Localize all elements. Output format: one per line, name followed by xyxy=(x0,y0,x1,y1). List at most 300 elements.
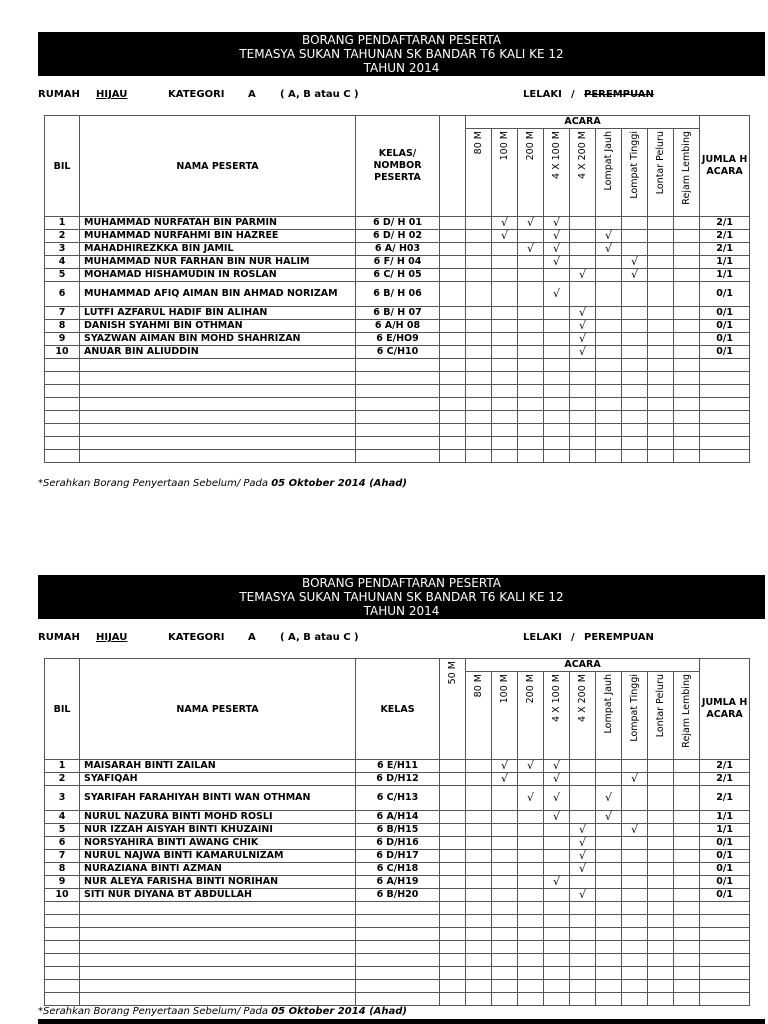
empty-cell xyxy=(648,385,674,398)
empty-cell xyxy=(596,385,622,398)
bil-cell: 2 xyxy=(45,230,80,243)
empty-event-cell xyxy=(518,889,544,902)
empty-cell xyxy=(80,372,356,385)
empty-cell xyxy=(648,450,674,463)
empty-event-cell xyxy=(466,320,492,333)
empty-event-cell xyxy=(674,863,700,876)
check-mark-cell: √ xyxy=(570,320,596,333)
empty-event-cell xyxy=(648,256,674,269)
empty-cell xyxy=(648,411,674,424)
nama-cell: NORSYAHIRA BINTI AWANG CHIK xyxy=(80,837,356,850)
event-label: Rejam Lembing xyxy=(681,131,693,205)
empty-cell xyxy=(700,424,750,437)
nama-cell: SYAFIQAH xyxy=(80,773,356,786)
kelas-cell: 6 C/ H 05 xyxy=(356,269,440,282)
empty-cell xyxy=(45,359,80,372)
empty-cell xyxy=(596,980,622,993)
empty-event-cell xyxy=(440,217,466,230)
empty-cell xyxy=(80,411,356,424)
empty-event-cell xyxy=(518,333,544,346)
event-label: Lompat Jauh xyxy=(603,674,614,734)
empty-event-cell xyxy=(466,850,492,863)
event-label: Lontar Peluru xyxy=(655,674,666,738)
empty-cell xyxy=(596,941,622,954)
empty-cell xyxy=(45,398,80,411)
check-mark-cell: √ xyxy=(544,256,570,269)
empty-table-row xyxy=(45,424,750,437)
empty-event-cell xyxy=(492,243,518,256)
empty-cell xyxy=(518,424,544,437)
empty-event-cell xyxy=(466,269,492,282)
empty-cell xyxy=(518,437,544,450)
empty-cell xyxy=(596,954,622,967)
empty-cell xyxy=(570,359,596,372)
table-row xyxy=(45,773,750,786)
kelas-cell: 6 F/ H 04 xyxy=(356,256,440,269)
empty-event-cell xyxy=(648,786,674,811)
empty-cell xyxy=(596,902,622,915)
empty-event-cell xyxy=(466,256,492,269)
empty-event-cell xyxy=(570,243,596,256)
check-mark-cell: √ xyxy=(570,333,596,346)
empty-event-cell xyxy=(440,837,466,850)
empty-cell xyxy=(700,437,750,450)
empty-cell xyxy=(622,398,648,411)
empty-event-cell xyxy=(570,256,596,269)
bil-cell: 10 xyxy=(45,346,80,359)
empty-event-cell xyxy=(596,269,622,282)
empty-cell xyxy=(80,450,356,463)
empty-event-cell xyxy=(518,269,544,282)
event-header-lompat-tinggi xyxy=(622,129,648,217)
empty-cell xyxy=(518,398,544,411)
jumlah-cell: 2/1 xyxy=(700,230,750,243)
empty-cell xyxy=(45,941,80,954)
jumlah-header xyxy=(700,659,750,760)
bil-cell: 8 xyxy=(45,863,80,876)
empty-event-cell xyxy=(518,811,544,824)
empty-event-cell xyxy=(622,307,648,320)
empty-event-cell xyxy=(570,876,596,889)
nama-cell: MUHAMMAD NUR FARHAN BIN NUR HALIM xyxy=(80,256,356,269)
table-row xyxy=(45,230,750,243)
event-label: 50 M xyxy=(447,661,458,685)
empty-cell xyxy=(492,993,518,1006)
empty-cell xyxy=(622,941,648,954)
empty-cell xyxy=(80,902,356,915)
form-2-subtitle: TEMASYA SUKAN TAHUNAN SK BANDAR T6 KALI KE 12 xyxy=(239,590,564,604)
empty-cell xyxy=(544,993,570,1006)
jumlah-cell: 0/1 xyxy=(700,346,750,359)
event-header-lompat-jauh xyxy=(596,672,622,760)
empty-cell xyxy=(440,424,466,437)
kelas-cell: 6 D/ H 01 xyxy=(356,217,440,230)
empty-event-cell xyxy=(622,863,648,876)
check-mark-cell: √ xyxy=(518,786,544,811)
empty-event-cell xyxy=(622,217,648,230)
empty-event-cell xyxy=(466,863,492,876)
empty-cell xyxy=(622,902,648,915)
check-mark-cell: √ xyxy=(518,217,544,230)
form-1-year: TAHUN 2014 xyxy=(363,61,440,75)
check-mark-cell: √ xyxy=(492,217,518,230)
empty-event-cell xyxy=(596,346,622,359)
empty-cell xyxy=(440,437,466,450)
kelas-cell: 6 A/ H03 xyxy=(356,243,440,256)
empty-event-cell xyxy=(518,773,544,786)
empty-cell xyxy=(80,437,356,450)
table-row xyxy=(45,282,750,307)
empty-event-cell xyxy=(674,850,700,863)
empty-event-cell xyxy=(466,811,492,824)
check-mark-cell: √ xyxy=(622,256,648,269)
empty-event-cell xyxy=(596,320,622,333)
empty-cell xyxy=(700,411,750,424)
event-label: Lontar Peluru xyxy=(655,131,666,195)
kategori-hint: ( A, B atau C ) xyxy=(280,89,359,100)
empty-event-cell xyxy=(518,850,544,863)
empty-cell xyxy=(544,411,570,424)
empty-cell xyxy=(674,967,700,980)
empty-event-cell xyxy=(466,333,492,346)
note-text: *Serahkan Borang Penyertaan Sebelum/ Pada xyxy=(38,1006,269,1017)
bil-cell: 3 xyxy=(45,243,80,256)
empty-cell xyxy=(492,372,518,385)
empty-cell xyxy=(596,915,622,928)
empty-event-cell xyxy=(518,837,544,850)
empty-event-cell xyxy=(648,889,674,902)
kategori-label: KATEGORI xyxy=(168,89,225,100)
empty-cell xyxy=(80,398,356,411)
empty-event-cell xyxy=(622,760,648,773)
kelas-cell: 6 B/H20 xyxy=(356,889,440,902)
check-mark-cell: √ xyxy=(544,773,570,786)
empty-cell xyxy=(674,450,700,463)
empty-event-cell xyxy=(492,863,518,876)
empty-cell xyxy=(674,902,700,915)
empty-event-cell xyxy=(570,786,596,811)
empty-cell xyxy=(596,411,622,424)
empty-cell xyxy=(622,915,648,928)
check-mark-cell: √ xyxy=(492,773,518,786)
nama-header: NAMA PESERTA xyxy=(80,116,356,217)
jumlah-header-text: JUMLA H ACARA xyxy=(701,154,748,177)
empty-event-cell xyxy=(440,760,466,773)
check-mark-cell: √ xyxy=(492,760,518,773)
event-label: 100 M xyxy=(499,674,510,704)
jumlah-cell: 0/1 xyxy=(700,282,750,307)
empty-cell xyxy=(45,424,80,437)
empty-event-cell xyxy=(440,333,466,346)
empty-cell xyxy=(700,928,750,941)
event-label: 4 X 200 M xyxy=(577,674,588,722)
empty-event-cell xyxy=(466,217,492,230)
table-row xyxy=(45,850,750,863)
empty-cell xyxy=(466,385,492,398)
check-mark-cell: √ xyxy=(570,269,596,282)
kelas-cell: 6 E/HO9 xyxy=(356,333,440,346)
empty-cell xyxy=(544,450,570,463)
empty-event-cell xyxy=(648,876,674,889)
empty-event-cell xyxy=(674,243,700,256)
empty-cell xyxy=(80,954,356,967)
event-header-rejam-lembing xyxy=(674,672,700,760)
empty-event-cell xyxy=(518,307,544,320)
empty-event-cell xyxy=(674,282,700,307)
empty-cell xyxy=(544,967,570,980)
table-row xyxy=(45,243,750,256)
empty-table-row xyxy=(45,437,750,450)
check-mark-cell: √ xyxy=(570,346,596,359)
empty-cell xyxy=(80,424,356,437)
empty-event-cell xyxy=(622,282,648,307)
nama-cell: NURUL NAZURA BINTI MOHD ROSLI xyxy=(80,811,356,824)
empty-cell xyxy=(80,915,356,928)
empty-cell xyxy=(674,437,700,450)
empty-cell xyxy=(596,993,622,1006)
nama-cell: MUHAMMAD AFIQ AIMAN BIN AHMAD NORIZAM xyxy=(80,282,356,307)
form-2-title: BORANG PENDAFTARAN PESERTA xyxy=(302,576,501,590)
form-1-table-body xyxy=(45,217,750,463)
empty-table-row xyxy=(45,372,750,385)
empty-cell xyxy=(596,424,622,437)
empty-event-cell xyxy=(674,811,700,824)
empty-event-cell xyxy=(544,824,570,837)
empty-event-cell xyxy=(518,256,544,269)
empty-cell xyxy=(356,398,440,411)
empty-cell xyxy=(492,967,518,980)
nama-cell: NURUL NAJWA BINTI KAMARULNIZAM xyxy=(80,850,356,863)
bil-cell: 9 xyxy=(45,876,80,889)
empty-event-cell xyxy=(466,773,492,786)
empty-event-cell xyxy=(570,760,596,773)
kelas-header xyxy=(356,116,440,217)
gender-separator: / xyxy=(571,89,575,100)
empty-cell xyxy=(466,928,492,941)
empty-event-cell xyxy=(544,269,570,282)
empty-cell xyxy=(596,398,622,411)
empty-cell xyxy=(622,385,648,398)
empty-event-cell xyxy=(492,837,518,850)
kategori-label: KATEGORI xyxy=(168,632,225,643)
empty-event-cell xyxy=(492,346,518,359)
empty-event-cell xyxy=(674,786,700,811)
empty-event-cell xyxy=(622,320,648,333)
empty-event-cell xyxy=(544,889,570,902)
kategori-value: A xyxy=(248,632,256,643)
bil-header: BIL xyxy=(45,659,80,760)
jumlah-cell: 0/1 xyxy=(700,320,750,333)
empty-event-cell xyxy=(440,850,466,863)
check-mark-cell: √ xyxy=(596,811,622,824)
check-mark-cell: √ xyxy=(570,889,596,902)
table-row xyxy=(45,824,750,837)
empty-event-cell xyxy=(440,230,466,243)
empty-cell xyxy=(492,359,518,372)
table-row xyxy=(45,333,750,346)
empty-cell xyxy=(674,411,700,424)
empty-event-cell xyxy=(648,824,674,837)
kelas-cell: 6 D/ H 02 xyxy=(356,230,440,243)
empty-cell xyxy=(700,398,750,411)
event-header-lontar-peluru xyxy=(648,129,674,217)
empty-cell xyxy=(674,424,700,437)
lelaki-label: LELAKI xyxy=(523,89,562,100)
empty-event-cell xyxy=(544,307,570,320)
check-mark-cell: √ xyxy=(544,230,570,243)
empty-cell xyxy=(700,967,750,980)
empty-cell xyxy=(700,450,750,463)
empty-cell xyxy=(570,928,596,941)
empty-event-cell xyxy=(648,346,674,359)
empty-event-cell xyxy=(570,230,596,243)
bil-cell: 9 xyxy=(45,333,80,346)
empty-cell xyxy=(356,450,440,463)
empty-cell xyxy=(648,398,674,411)
empty-cell xyxy=(492,437,518,450)
empty-event-cell xyxy=(622,837,648,850)
check-mark-cell: √ xyxy=(570,837,596,850)
empty-cell xyxy=(518,967,544,980)
empty-cell xyxy=(596,437,622,450)
empty-table-row xyxy=(45,941,750,954)
empty-event-cell xyxy=(570,773,596,786)
nama-cell: NURAZIANA BINTI AZMAN xyxy=(80,863,356,876)
empty-table-row xyxy=(45,967,750,980)
empty-cell xyxy=(570,385,596,398)
jumlah-cell: 1/1 xyxy=(700,256,750,269)
empty-event-cell xyxy=(622,333,648,346)
empty-event-cell xyxy=(648,837,674,850)
empty-event-cell xyxy=(648,760,674,773)
empty-event-cell xyxy=(674,760,700,773)
empty-cell xyxy=(356,993,440,1006)
empty-cell xyxy=(80,967,356,980)
kelas-cell: 6 D/H12 xyxy=(356,773,440,786)
empty-cell xyxy=(45,902,80,915)
empty-cell xyxy=(648,359,674,372)
jumlah-cell: 0/1 xyxy=(700,889,750,902)
empty-cell xyxy=(518,411,544,424)
empty-cell xyxy=(45,437,80,450)
bil-cell: 7 xyxy=(45,850,80,863)
empty-event-cell xyxy=(544,333,570,346)
empty-event-cell xyxy=(466,282,492,307)
empty-event-cell xyxy=(518,282,544,307)
empty-cell xyxy=(440,359,466,372)
empty-cell xyxy=(622,437,648,450)
empty-cell xyxy=(700,372,750,385)
event-header-lompat-jauh xyxy=(596,129,622,217)
empty-cell xyxy=(356,411,440,424)
empty-event-cell xyxy=(674,333,700,346)
empty-cell xyxy=(674,385,700,398)
empty-cell xyxy=(544,954,570,967)
empty-table-row xyxy=(45,915,750,928)
empty-cell xyxy=(80,941,356,954)
empty-cell xyxy=(466,941,492,954)
event-header-lontar-peluru xyxy=(648,672,674,760)
event-header-50m xyxy=(440,659,466,760)
check-mark-cell: √ xyxy=(518,243,544,256)
empty-cell xyxy=(45,928,80,941)
empty-event-cell xyxy=(440,307,466,320)
empty-cell xyxy=(518,993,544,1006)
empty-event-cell xyxy=(440,786,466,811)
kelas-cell: 6 B/ H 06 xyxy=(356,282,440,307)
empty-cell xyxy=(700,980,750,993)
empty-cell xyxy=(45,967,80,980)
empty-cell xyxy=(570,967,596,980)
empty-cell xyxy=(544,980,570,993)
empty-cell xyxy=(648,928,674,941)
event-label: 200 M xyxy=(525,674,536,704)
empty-cell xyxy=(440,954,466,967)
empty-cell xyxy=(622,928,648,941)
empty-cell xyxy=(674,359,700,372)
empty-cell xyxy=(596,450,622,463)
empty-cell xyxy=(466,967,492,980)
empty-cell xyxy=(466,915,492,928)
empty-event-cell xyxy=(544,320,570,333)
empty-table-row xyxy=(45,993,750,1006)
form-1-header xyxy=(38,32,765,76)
next-form-header-peek xyxy=(38,1019,765,1024)
empty-event-cell xyxy=(674,824,700,837)
empty-cell xyxy=(700,902,750,915)
empty-cell xyxy=(622,967,648,980)
jumlah-cell: 0/1 xyxy=(700,850,750,863)
check-mark-cell: √ xyxy=(518,760,544,773)
event-header-100m xyxy=(492,672,518,760)
nama-cell: MOHAMAD HISHAMUDIN IN ROSLAN xyxy=(80,269,356,282)
empty-event-cell xyxy=(596,282,622,307)
empty-event-cell xyxy=(648,333,674,346)
rumah-value: HIJAU xyxy=(96,632,128,643)
table-row xyxy=(45,320,750,333)
empty-cell xyxy=(80,980,356,993)
event-label: 100 M xyxy=(499,131,510,161)
kelas-cell: 6 C/H10 xyxy=(356,346,440,359)
empty-event-cell xyxy=(596,850,622,863)
empty-event-cell xyxy=(622,230,648,243)
nama-cell: NUR IZZAH AISYAH BINTI KHUZAINI xyxy=(80,824,356,837)
form-2-year: TAHUN 2014 xyxy=(363,604,440,618)
empty-event-cell xyxy=(596,837,622,850)
empty-cell xyxy=(80,385,356,398)
empty-cell xyxy=(570,941,596,954)
empty-cell xyxy=(466,359,492,372)
table-row xyxy=(45,269,750,282)
empty-cell xyxy=(356,359,440,372)
nama-cell: MAISARAH BINTI ZAILAN xyxy=(80,760,356,773)
kategori-hint: ( A, B atau C ) xyxy=(280,632,359,643)
empty-event-cell xyxy=(622,786,648,811)
empty-cell xyxy=(492,450,518,463)
empty-cell xyxy=(700,359,750,372)
event-header-200m xyxy=(518,129,544,217)
form-1-title: BORANG PENDAFTARAN PESERTA xyxy=(302,33,501,47)
empty-table-row xyxy=(45,980,750,993)
jumlah-cell: 2/1 xyxy=(700,773,750,786)
empty-event-cell xyxy=(492,333,518,346)
empty-cell xyxy=(622,424,648,437)
empty-event-cell xyxy=(648,307,674,320)
empty-cell xyxy=(622,359,648,372)
empty-cell xyxy=(544,437,570,450)
empty-cell xyxy=(700,993,750,1006)
empty-cell xyxy=(622,980,648,993)
